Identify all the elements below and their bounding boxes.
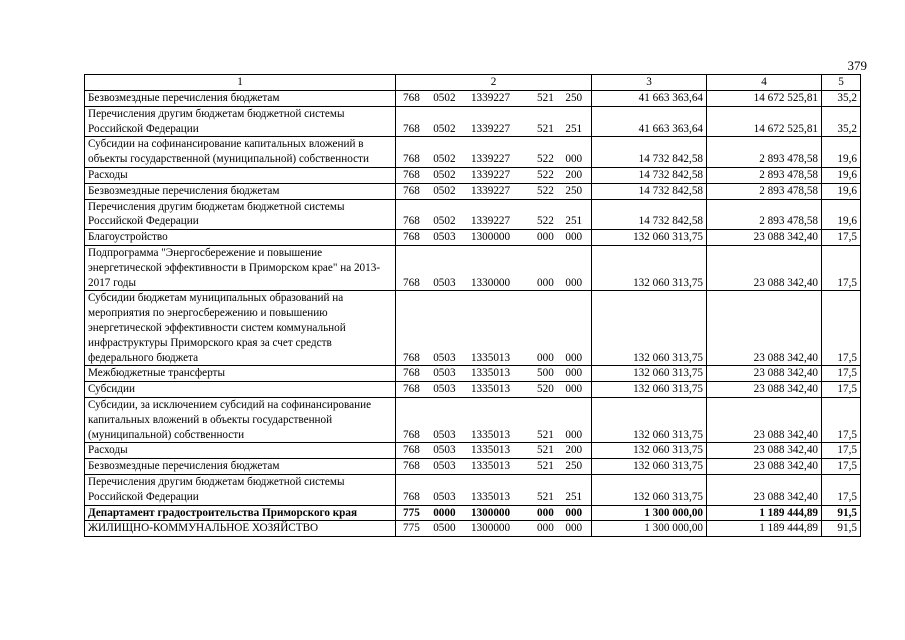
code-part: 0502 — [433, 215, 456, 228]
code-part: 768 — [403, 92, 420, 104]
table-row — [85, 505, 861, 521]
code-part: 0503 — [433, 231, 456, 244]
code-part: 0502 — [433, 184, 456, 197]
code-part: 0502 — [433, 168, 456, 181]
row-codes — [396, 459, 592, 475]
code-part: 768 — [403, 153, 420, 166]
code-part: 500 — [537, 367, 554, 380]
table-row — [85, 183, 861, 199]
row-percent: 91,5 — [822, 521, 861, 537]
row-name: Подпрограмма "Энергосбережение и повышение энергетической эффективности в Приморском крае" на 2013-2017 годы — [85, 245, 396, 290]
code-part: 000 — [565, 367, 583, 380]
row-plan: 132 060 313,75 — [592, 366, 707, 382]
row-codes — [396, 291, 592, 366]
row-name: Перечисления другим бюджетам бюджетной системы Российской Федерации — [85, 474, 396, 505]
code-part: 522 — [537, 184, 554, 197]
row-percent: 17,5 — [822, 382, 861, 398]
code-part: 521 — [537, 444, 554, 457]
row-codes — [396, 167, 592, 183]
code-part: 768 — [403, 460, 420, 473]
row-percent: 17,5 — [822, 366, 861, 382]
code-part: 200 — [565, 444, 583, 457]
table-row — [85, 459, 861, 475]
row-plan: 1 300 000,00 — [592, 521, 707, 537]
table-row — [85, 366, 861, 382]
row-codes — [396, 106, 592, 137]
row-fact: 23 088 342,40 — [707, 291, 822, 366]
table-row — [85, 245, 861, 290]
code-part: 775 — [403, 522, 420, 535]
code-part: 775 — [403, 506, 420, 519]
code-part: 1339227 — [470, 215, 511, 228]
code-part: 000 — [537, 506, 554, 519]
code-part: 1339227 — [470, 153, 511, 166]
row-fact: 1 189 444,89 — [707, 521, 822, 537]
code-part: 0000 — [433, 506, 456, 519]
row-plan: 41 663 363,64 — [592, 91, 707, 107]
code-part: 522 — [537, 215, 554, 228]
header-col-3: 3 — [592, 75, 707, 91]
row-name: Безвозмездные перечисления бюджетам — [85, 459, 396, 475]
row-name: Субсидии — [85, 382, 396, 398]
row-plan: 132 060 313,75 — [592, 443, 707, 459]
code-part: 1339227 — [470, 168, 511, 181]
code-part: 1300000 — [470, 231, 511, 244]
row-name: Перечисления другим бюджетам бюджетной системы Российской Федерации — [85, 199, 396, 230]
code-part: 251 — [565, 215, 583, 228]
row-plan: 132 060 313,75 — [592, 230, 707, 246]
code-part: 0500 — [433, 522, 456, 535]
header-col-5: 5 — [822, 75, 861, 91]
row-name: Перечисления другим бюджетам бюджетной системы Российской Федерации — [85, 106, 396, 137]
code-part: 000 — [565, 153, 583, 166]
code-part: 250 — [565, 460, 583, 473]
row-codes — [396, 245, 592, 290]
row-codes — [396, 382, 592, 398]
row-plan: 132 060 313,75 — [592, 459, 707, 475]
row-percent: 17,5 — [822, 459, 861, 475]
row-percent: 17,5 — [822, 443, 861, 459]
row-percent: 19,6 — [822, 183, 861, 199]
page-number: 379 — [847, 58, 867, 73]
table-row — [85, 521, 861, 537]
row-percent: 17,5 — [822, 291, 861, 366]
code-part: 1335013 — [470, 460, 511, 473]
code-part: 521 — [537, 92, 554, 104]
row-name: Безвозмездные перечисления бюджетам — [85, 91, 396, 107]
row-name: Расходы — [85, 443, 396, 459]
code-part: 1300000 — [470, 522, 511, 535]
row-name: Департамент градостроительства Приморского края — [85, 505, 396, 521]
table-row — [85, 167, 861, 183]
row-percent: 19,6 — [822, 137, 861, 168]
code-part: 0503 — [433, 276, 456, 289]
table-row — [85, 137, 861, 168]
row-plan: 132 060 313,75 — [592, 245, 707, 290]
row-fact: 23 088 342,40 — [707, 443, 822, 459]
row-codes — [396, 443, 592, 459]
row-name: Субсидии, за исключением субсидий на софинансирование капитальных вложений в объекты государственной (муниципальной) собственности — [85, 397, 396, 442]
code-part: 768 — [403, 184, 420, 197]
code-part: 521 — [537, 122, 554, 135]
code-part: 768 — [403, 122, 420, 135]
code-part: 521 — [537, 428, 554, 441]
row-plan: 132 060 313,75 — [592, 397, 707, 442]
row-fact: 23 088 342,40 — [707, 366, 822, 382]
row-fact: 2 893 478,58 — [707, 183, 822, 199]
row-fact: 1 189 444,89 — [707, 505, 822, 521]
code-part: 000 — [537, 276, 554, 289]
code-part: 251 — [565, 122, 583, 135]
code-part: 1339227 — [470, 184, 511, 197]
table-row — [85, 199, 861, 230]
code-part: 251 — [565, 490, 583, 503]
row-name: ЖИЛИЩНО-КОММУНАЛЬНОЕ ХОЗЯЙСТВО — [85, 521, 396, 537]
code-part: 0503 — [433, 490, 456, 503]
code-part: 1300000 — [470, 506, 511, 519]
code-part: 000 — [565, 231, 583, 244]
code-part: 1339227 — [470, 122, 511, 135]
row-percent: 17,5 — [822, 474, 861, 505]
code-part: 1335013 — [470, 444, 511, 457]
row-fact: 23 088 342,40 — [707, 245, 822, 290]
code-part: 768 — [403, 383, 420, 396]
table-row — [85, 291, 861, 366]
code-part: 0503 — [433, 351, 456, 364]
row-plan: 14 732 842,58 — [592, 199, 707, 230]
code-part: 200 — [565, 168, 583, 181]
row-fact: 23 088 342,40 — [707, 397, 822, 442]
code-part: 000 — [565, 383, 583, 396]
code-part: 000 — [565, 428, 583, 441]
code-part: 1335013 — [470, 428, 511, 441]
budget-table — [84, 74, 861, 537]
row-plan: 41 663 363,64 — [592, 106, 707, 137]
header-col-1: 1 — [85, 75, 396, 91]
row-percent: 19,6 — [822, 167, 861, 183]
table-row — [85, 91, 861, 107]
code-part: 1335013 — [470, 367, 511, 380]
row-plan: 1 300 000,00 — [592, 505, 707, 521]
row-plan: 14 732 842,58 — [592, 183, 707, 199]
table-row — [85, 443, 861, 459]
code-part: 768 — [403, 367, 420, 380]
code-part: 1330000 — [470, 276, 511, 289]
row-fact: 2 893 478,58 — [707, 199, 822, 230]
row-codes — [396, 183, 592, 199]
code-part: 1339227 — [470, 92, 511, 104]
code-part: 0503 — [433, 444, 456, 457]
row-codes — [396, 199, 592, 230]
code-part: 0503 — [433, 428, 456, 441]
row-percent: 17,5 — [822, 245, 861, 290]
code-part: 768 — [403, 231, 420, 244]
row-plan: 132 060 313,75 — [592, 382, 707, 398]
code-part: 521 — [537, 460, 554, 473]
code-part: 0502 — [433, 153, 456, 166]
row-name: Расходы — [85, 167, 396, 183]
code-part: 000 — [565, 351, 583, 364]
code-part: 250 — [565, 184, 583, 197]
code-part: 0503 — [433, 383, 456, 396]
code-part: 000 — [565, 276, 583, 289]
row-codes — [396, 230, 592, 246]
row-name: Благоустройство — [85, 230, 396, 246]
code-part: 000 — [537, 351, 554, 364]
code-part: 000 — [537, 231, 554, 244]
row-plan: 132 060 313,75 — [592, 291, 707, 366]
code-part: 522 — [537, 153, 554, 166]
row-plan: 14 732 842,58 — [592, 167, 707, 183]
code-part: 521 — [537, 490, 554, 503]
header-col-4: 4 — [707, 75, 822, 91]
code-part: 0502 — [433, 92, 456, 104]
code-part: 768 — [403, 490, 420, 503]
code-part: 250 — [565, 92, 583, 104]
code-part: 768 — [403, 444, 420, 457]
row-fact: 23 088 342,40 — [707, 382, 822, 398]
row-codes — [396, 397, 592, 442]
table-header-row — [85, 75, 861, 91]
table-row — [85, 230, 861, 246]
code-part: 1335013 — [470, 351, 511, 364]
row-percent: 35,2 — [822, 106, 861, 137]
row-name: Субсидии бюджетам муниципальных образований на мероприятия по энергосбережению и повышению энергетической эффективности систем коммунальной инфраструктуры Приморского края за счет средств федерального бюджета — [85, 291, 396, 366]
table-row — [85, 397, 861, 442]
code-part: 1335013 — [470, 383, 511, 396]
row-plan: 132 060 313,75 — [592, 474, 707, 505]
table-row — [85, 382, 861, 398]
row-name: Субсидии на софинансирование капитальных вложений в объекты государственной (муниципальной) собственности — [85, 137, 396, 168]
row-name: Межбюджетные трансферты — [85, 366, 396, 382]
row-fact: 23 088 342,40 — [707, 474, 822, 505]
code-part: 768 — [403, 428, 420, 441]
code-part: 768 — [403, 351, 420, 364]
code-part: 1335013 — [470, 490, 511, 503]
row-fact: 2 893 478,58 — [707, 167, 822, 183]
header-col-2: 2 — [396, 75, 592, 91]
row-fact: 14 672 525,81 — [707, 91, 822, 107]
row-percent: 17,5 — [822, 230, 861, 246]
row-fact: 23 088 342,40 — [707, 230, 822, 246]
row-percent: 91,5 — [822, 505, 861, 521]
row-codes — [396, 91, 592, 107]
row-codes — [396, 505, 592, 521]
row-percent: 17,5 — [822, 397, 861, 442]
code-part: 0503 — [433, 367, 456, 380]
code-part: 0502 — [433, 122, 456, 135]
row-fact: 14 672 525,81 — [707, 106, 822, 137]
code-part: 768 — [403, 215, 420, 228]
code-part: 000 — [565, 522, 583, 535]
row-fact: 2 893 478,58 — [707, 137, 822, 168]
code-part: 000 — [565, 506, 583, 519]
code-part: 0503 — [433, 460, 456, 473]
code-part: 520 — [537, 383, 554, 396]
code-part: 768 — [403, 276, 420, 289]
code-part: 522 — [537, 168, 554, 181]
table-row — [85, 106, 861, 137]
code-part: 768 — [403, 168, 420, 181]
row-fact: 23 088 342,40 — [707, 459, 822, 475]
row-codes — [396, 366, 592, 382]
code-part: 000 — [537, 522, 554, 535]
row-name: Безвозмездные перечисления бюджетам — [85, 183, 396, 199]
row-plan: 14 732 842,58 — [592, 137, 707, 168]
row-percent: 19,6 — [822, 199, 861, 230]
row-codes — [396, 521, 592, 537]
row-percent: 35,2 — [822, 91, 861, 107]
row-codes — [396, 474, 592, 505]
table-row — [85, 474, 861, 505]
row-codes — [396, 137, 592, 168]
